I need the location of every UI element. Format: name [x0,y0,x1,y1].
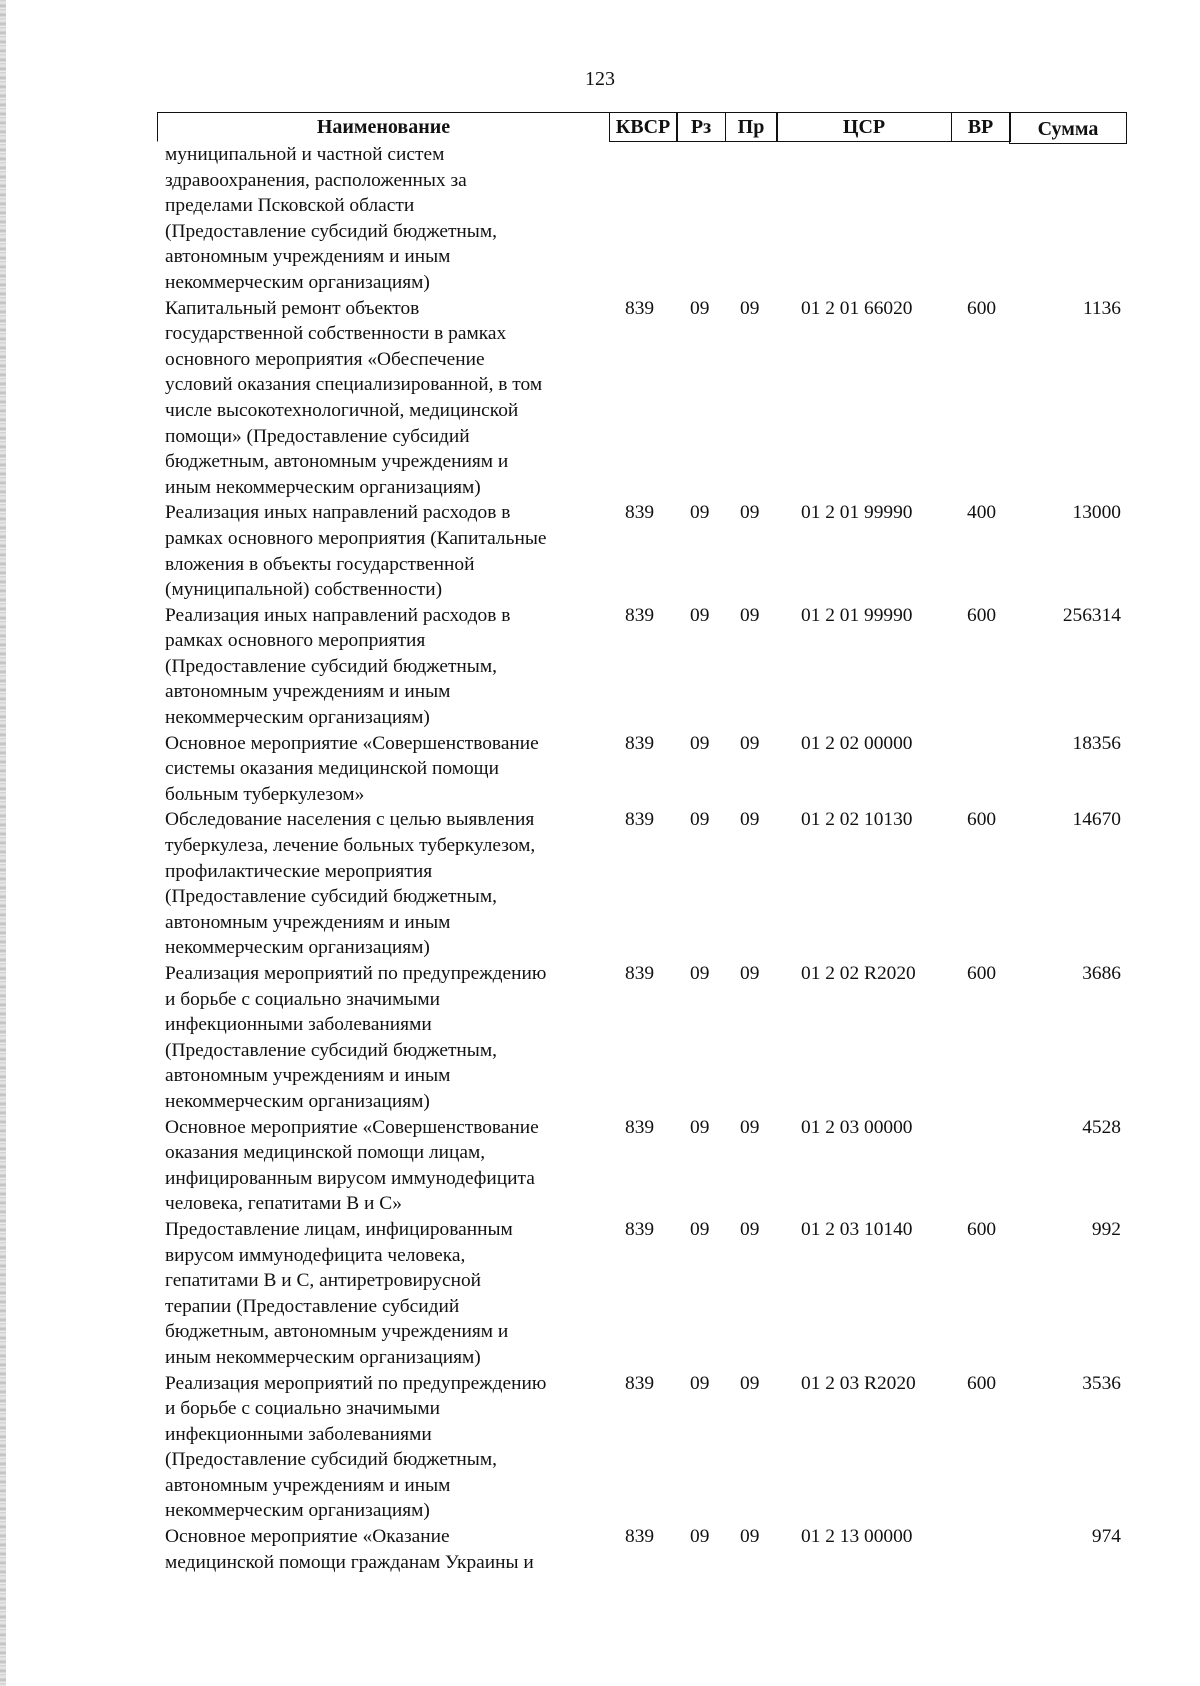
row-name-line: (Предоставление субсидий бюджетным, [165,1039,497,1061]
row-pr: 09 [740,732,760,754]
row-name-line: автономным учреждениям и иным [165,1065,451,1087]
table-row [165,807,1125,961]
row-name-line: некоммерческим организациям) [165,1500,430,1522]
table-row [165,1115,1125,1217]
row-name-line: гепатитами В и С, антиретровирусной [165,1270,482,1292]
row-csr: 01 2 03 00000 [801,1116,913,1138]
table-row [165,1217,1125,1371]
row-name [165,296,605,501]
row-name-line: некоммерческим организациям) [165,937,430,959]
table-row [165,142,1125,296]
row-kvsr: 839 [625,604,655,626]
row-pr: 09 [740,809,760,831]
row-name-line: Капитальный ремонт объектов [165,297,420,319]
page-number-text: 123 [585,68,615,90]
row-csr: 01 2 02 00000 [801,732,913,754]
row-vr: 400 [967,502,997,524]
row-pr: 09 [740,963,760,984]
header-name: Наименование [157,112,610,142]
row-name-line: человека, гепатитами В и С» [165,1193,402,1215]
row-kvsr: 839 [625,297,655,319]
table-row [165,1524,1125,1575]
row-pr: 09 [740,1372,760,1394]
row-name [165,807,605,961]
row-name-line: автономным учреждениям и иным [165,246,451,268]
row-vr: 600 [967,1372,997,1394]
row-name-line: (Предоставление субсидий бюджетным, [165,886,497,908]
row-sum: 3686 [1082,963,1121,984]
row-pr: 09 [740,604,760,626]
header-vr: ВР [951,112,1011,142]
row-name-line: бюджетным, автономным учреждениям и [165,451,509,473]
header-pr: Пр [725,112,778,142]
row-vr: 600 [967,604,997,626]
row-sum: 4528 [1082,1116,1121,1138]
row-name [165,603,605,731]
row-csr: 01 2 01 99990 [801,502,913,524]
row-name-line: бюджетным, автономным учреждениям и [165,1321,509,1343]
row-name-line: Основное мероприятие «Оказание [165,1526,450,1548]
row-name-line: государственной собственности в рамках [165,323,507,345]
row-name-line: медицинской помощи гражданам Украины и [165,1551,534,1573]
row-name-line: Реализация мероприятий по предупреждению [165,963,547,984]
row-name-line: Предоставление лицам, инфицированным [165,1218,513,1240]
row-name-line: и борьбе с социально значимыми [165,988,441,1010]
row-name-line: инфекционными заболеваниями [165,1014,432,1036]
row-name-line: (Предоставление субсидий бюджетным, [165,655,497,677]
row-vr: 600 [967,963,997,984]
row-name-line: здравоохранения, расположенных за [165,169,467,191]
row-pr: 09 [740,502,760,524]
row-name-line: инфицированным вирусом иммунодефицита [165,1167,535,1189]
row-name-line: (Предоставление субсидий бюджетным, [165,1449,497,1471]
row-name-line: профилактические мероприятия [165,860,433,882]
row-name [165,1371,605,1525]
row-name [165,1115,605,1217]
row-name-line: Обследование населения с целью выявления [165,809,535,831]
header-sum: Сумма [1009,112,1127,144]
row-csr: 01 2 01 99990 [801,604,913,626]
row-rz: 09 [690,502,710,524]
row-name-line: некоммерческим организациям) [165,1090,430,1112]
row-sum: 256314 [1062,604,1121,626]
row-kvsr: 839 [625,963,655,984]
row-rz: 09 [690,1116,710,1138]
row-vr: 600 [967,297,997,319]
row-kvsr: 839 [625,809,655,831]
row-pr: 09 [740,1116,760,1138]
row-name-line: рамках основного мероприятия (Капитальные [165,527,547,549]
row-csr: 01 2 01 66020 [801,297,913,319]
table-row [165,500,1125,602]
row-rz: 09 [690,1372,710,1394]
row-sum: 974 [1091,1526,1121,1548]
row-csr: 01 2 02 R2020 [801,963,916,984]
row-pr: 09 [740,1526,760,1548]
row-name-line: Реализация мероприятий по предупреждению [165,1372,547,1394]
row-name-line: больным туберкулезом» [165,783,365,805]
row-kvsr: 839 [625,1526,655,1548]
row-csr: 01 2 02 10130 [801,809,913,831]
row-name-line: Реализация иных направлений расходов в [165,604,511,626]
table-row [165,1371,1125,1525]
row-name-line: иным некоммерческим организациям) [165,1346,481,1368]
header-rz: Рз [676,112,726,142]
row-pr: 09 [740,1218,760,1240]
row-sum: 14670 [1072,809,1121,831]
row-name-line: Реализация иных направлений расходов в [165,502,511,524]
row-rz: 09 [690,297,710,319]
row-name-line: автономным учреждениям и иным [165,911,451,933]
row-name [165,1524,605,1575]
row-name-line: вирусом иммунодефицита человека, [165,1244,466,1266]
row-name-line: системы оказания медицинской помощи [165,758,499,780]
row-csr: 01 2 13 00000 [801,1526,913,1548]
row-name-line: основного мероприятия «Обеспечение [165,348,485,370]
row-rz: 09 [690,809,710,831]
table-body [165,142,1125,1575]
row-sum: 18356 [1072,732,1121,754]
row-name-line: (муниципальной) собственности) [165,579,443,601]
row-sum: 1136 [1082,297,1121,319]
row-rz: 09 [690,732,710,754]
row-name-line: Основное мероприятие «Совершенствование [165,732,539,754]
row-sum: 13000 [1072,502,1121,524]
row-rz: 09 [690,1526,710,1548]
row-rz: 09 [690,1218,710,1240]
row-name [165,731,605,808]
row-name-line: некоммерческим организациям) [165,707,430,729]
row-name-line: иным некоммерческим организациям) [165,476,481,498]
row-name-line: числе высокотехнологичной, медицинской [165,399,519,421]
row-name-line: рамках основного мероприятия [165,630,426,652]
row-name-line: муниципальной и частной систем [165,144,445,165]
row-name-line: (Предоставление субсидий бюджетным, [165,220,497,242]
row-vr: 600 [967,1218,997,1240]
row-csr: 01 2 03 10140 [801,1218,913,1240]
row-rz: 09 [690,963,710,984]
table-row [165,731,1125,808]
table-row [165,296,1125,501]
scan-edge [0,0,6,1686]
row-kvsr: 839 [625,1218,655,1240]
row-sum: 992 [1091,1218,1121,1240]
row-kvsr: 839 [625,1116,655,1138]
row-name [165,1217,605,1371]
row-name-line: автономным учреждениям и иным [165,681,451,703]
header-kvsr: КВСР [609,112,678,142]
row-csr: 01 2 03 R2020 [801,1372,916,1394]
row-kvsr: 839 [625,732,655,754]
row-name-line: и борьбе с социально значимыми [165,1398,441,1420]
row-name-line: пределами Псковской области [165,195,415,217]
row-rz: 09 [690,604,710,626]
header-csr: ЦСР [776,112,952,142]
row-kvsr: 839 [625,502,655,524]
row-name-line: автономным учреждениям и иным [165,1474,451,1496]
row-name-line: вложения в объекты государственной [165,553,475,575]
row-name-line: некоммерческим организациям) [165,271,430,293]
row-name-line: помощи» (Предоставление субсидий [165,425,470,447]
row-name-line: терапии (Предоставление субсидий [165,1295,460,1317]
row-vr: 600 [967,809,997,831]
table-row [165,603,1125,731]
row-pr: 09 [740,297,760,319]
row-name [165,961,605,1115]
table-row [165,961,1125,1115]
page-number [0,68,1200,91]
row-name-line: условий оказания специализированной, в том [165,374,543,396]
row-sum: 3536 [1082,1372,1121,1394]
row-name [165,500,605,602]
row-name-line: Основное мероприятие «Совершенствование [165,1116,539,1138]
row-name-line: инфекционными заболеваниями [165,1423,432,1445]
row-name-line: оказания медицинской помощи лицам, [165,1142,486,1164]
table-header [157,112,1133,142]
row-name [165,142,605,296]
row-name-line: туберкулеза, лечение больных туберкулезом, [165,835,536,857]
row-kvsr: 839 [625,1372,655,1394]
